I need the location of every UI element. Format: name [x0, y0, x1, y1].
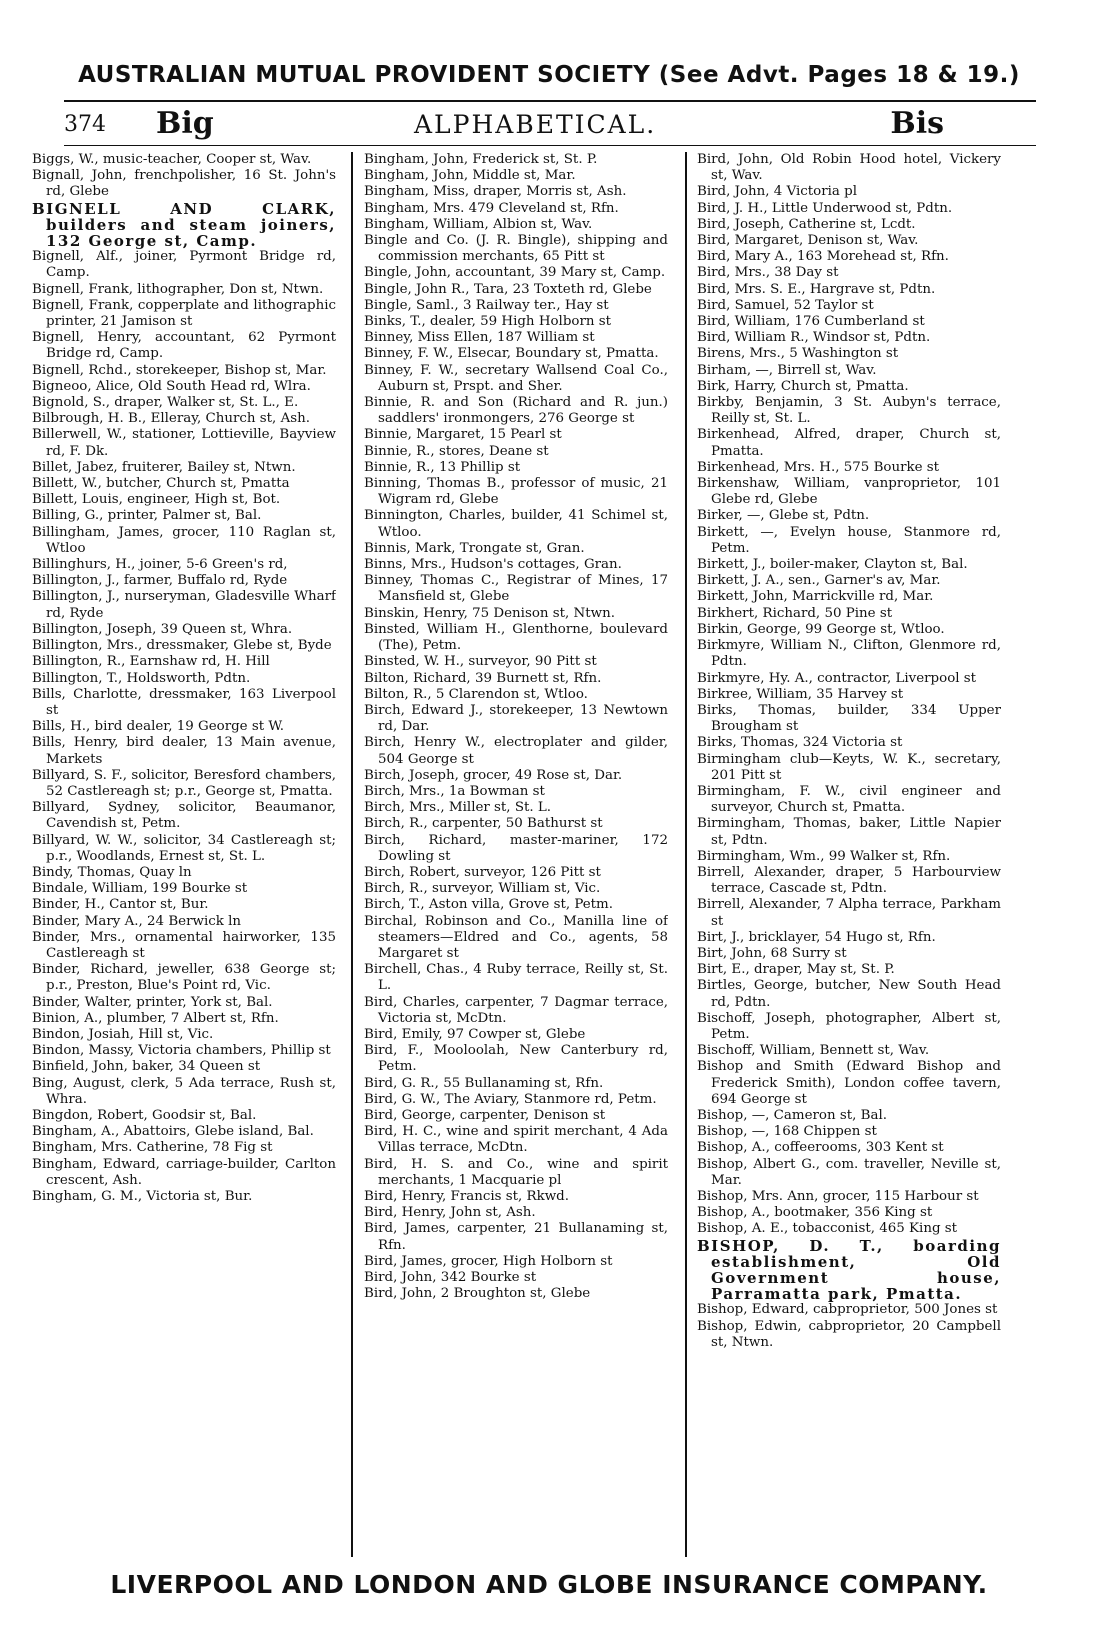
right-guide-word: Bis [890, 106, 944, 141]
directory-entry: Binfield, John, baker, 34 Queen st [32, 1059, 261, 1075]
directory-entry: Bird, William R., Windsor st, Pdtn. [697, 330, 931, 346]
directory-entry: Binder, H., Cantor st, Bur. [32, 897, 209, 913]
directory-entry: Bishop, A., coffeerooms, 303 Kent st [697, 1140, 944, 1156]
page-heading [64, 106, 1036, 146]
directory-entry: Birch, T., Aston villa, Grove st, Petm. [364, 897, 614, 913]
directory-entry: Bignold, S., draper, Walker st, St. L., E. [32, 395, 299, 411]
directory-entry: Billett, W., butcher, Church st, Pmatta [32, 476, 290, 492]
directory-entry: Billington, R., Earnshaw rd, H. Hill [32, 654, 270, 670]
directory-entry: Birkin, George, 99 George st, Wtloo. [697, 621, 945, 637]
directory-entry: Binder, Walter, printer, York st, Bal. [32, 994, 273, 1010]
directory-column-2 [364, 152, 668, 1557]
directory-entry: Bingham, A., Abattoirs, Glebe island, Bal. [32, 1124, 314, 1140]
directory-entry: Bishop, A., bootmaker, 356 King st [697, 1205, 933, 1221]
page-title: ALPHABETICAL. [414, 110, 657, 139]
directory-entry: BISHOP, D. T., boarding establishment, Old Government house, Parramatta park, Pmatta. [697, 1236, 1001, 1304]
directory-entry: Billington, J., nurseryman, Gladesville Wharf rd, Ryde [32, 589, 336, 621]
directory-entry: Birkenhead, Mrs. H., 575 Bourke st [697, 459, 940, 475]
directory-entry: Binion, A., plumber, 7 Albert st, Rfn. [32, 1010, 279, 1026]
directory-entry: Bird, G. W., The Aviary, Stanmore rd, Petm. [364, 1091, 657, 1107]
directory-entry: Bird, James, carpenter, 21 Bullanaming st, Rfn. [364, 1221, 668, 1253]
directory-entry: Birchell, Chas., 4 Ruby terrace, Reilly st, St. L. [364, 962, 668, 994]
column-divider [351, 152, 353, 1557]
directory-entry: Binnie, Margaret, 15 Pearl st [364, 427, 562, 443]
directory-entry: Bird, Mrs., 38 Day st [697, 265, 839, 281]
directory-entry: Bird, Mrs. S. E., Hargrave st, Pdtn. [697, 281, 936, 297]
directory-column-3 [697, 152, 1001, 1557]
directory-entry: Birkenshaw, William, vanproprietor, 101 Glebe rd, Glebe [697, 476, 1001, 508]
directory-entry: Bishop, —, Cameron st, Bal. [697, 1107, 887, 1123]
directory-entry: Bingdon, Robert, Goodsir st, Bal. [32, 1107, 257, 1123]
column-divider [685, 152, 687, 1557]
directory-entry: Billinghurs, H., joiner, 5-6 Green's rd, [32, 557, 288, 573]
directory-entry: Birkett, —, Evelyn house, Stanmore rd, Petm. [697, 524, 1001, 556]
directory-entry: Birch, Joseph, grocer, 49 Rose st, Dar. [364, 767, 623, 783]
directory-entry: Billyard, W. W., solicitor, 34 Castlereagh st; p.r., Woodlands, Ernest st, St. L. [32, 832, 336, 864]
directory-entry: Bingle and Co. (J. R. Bingle), shipping and commission merchants, 65 Pitt st [364, 233, 668, 265]
directory-entry: Birch, R., carpenter, 50 Bathurst st [364, 816, 603, 832]
left-guide-word: Big [156, 106, 214, 141]
directory-entry: Bischoff, William, Bennett st, Wav. [697, 1043, 930, 1059]
directory-entry: Bird, John, 342 Bourke st [364, 1270, 537, 1286]
footer-advertisement: LIVERPOOL AND LONDON AND GLOBE INSURANCE COMPANY. [110, 1570, 988, 1599]
directory-entry: Billyard, S. F., solicitor, Beresford chambers, 52 Castlereagh st; p.r., George st, Pmatta. [32, 767, 336, 799]
directory-entry: Birks, Thomas, builder, 334 Upper Brougham st [697, 702, 1001, 735]
directory-entry: Bingham, Miss, draper, Morris st, Ash. [364, 184, 627, 200]
directory-entry: Bingham, John, Frederick st, St. P. [364, 152, 598, 167]
directory-entry: Bishop, Edwin, cabproprietor, 20 Campbell st, Ntwn. [697, 1318, 1001, 1350]
directory-entry: Billington, J., farmer, Buffalo rd, Ryde [32, 573, 288, 589]
directory-entry: Binsted, William H., Glenthorne, boulevard (The), Petm. [364, 621, 668, 654]
directory-entry: Binks, T., dealer, 59 High Holborn st [364, 314, 612, 330]
directory-entry: Bindon, Josiah, Hill st, Vic. [32, 1026, 214, 1042]
directory-entry: Bird, Emily, 97 Cowper st, Glebe [364, 1026, 586, 1042]
directory-entry: Bingham, William, Albion st, Wav. [364, 216, 593, 232]
directory-entry: Biggs, W., music-teacher, Cooper st, Wav. [32, 152, 312, 167]
directory-entry: Bindale, William, 199 Bourke st [32, 881, 248, 897]
directory-entry: Binder, Mary A., 24 Berwick ln [32, 913, 242, 929]
directory-entry: Binney, F. W., Elsecar, Boundary st, Pmatta. [364, 346, 659, 362]
directory-entry: Binder, Mrs., ornamental hairworker, 135 Castlereagh st [32, 929, 336, 961]
directory-entry: Bingle, John R., Tara, 23 Toxteth rd, Glebe [364, 281, 652, 297]
directory-entry: Bingham, John, Middle st, Mar. [364, 168, 576, 184]
directory-entry: Bignell, Alf., joiner, Pyrmont Bridge rd, Camp. [32, 249, 336, 281]
directory-entry: Billet, Jabez, fruiterer, Bailey st, Ntwn. [32, 459, 296, 475]
directory-entry: Binskin, Henry, 75 Denison st, Ntwn. [364, 605, 615, 621]
directory-entry: Billyard, Sydney, solicitor, Beaumanor, Cavendish st, Petm. [32, 800, 336, 832]
directory-entry: Birch, Richard, master-mariner, 172 Dowling st [364, 832, 668, 864]
directory-entry: Bignell, Frank, lithographer, Don st, Ntwn. [32, 281, 324, 297]
header-rule [64, 100, 1036, 102]
page-number: 374 [64, 112, 106, 137]
directory-entry: Birkmyre, Hy. A., contractor, Liverpool st [697, 670, 977, 686]
directory-entry: Bird, F., Mooloolah, New Canterbury rd, Petm. [364, 1043, 668, 1075]
directory-entry: Bingham, Edward, carriage-builder, Carlton crescent, Ash. [32, 1156, 336, 1188]
directory-entry: Birch, R., surveyor, William st, Vic. [364, 881, 601, 897]
directory-entry: Bills, Henry, bird dealer, 13 Main avenue, Markets [32, 735, 336, 767]
directory-entry: Bingham, Mrs. Catherine, 78 Fig st [32, 1140, 273, 1156]
directory-entry: Bishop, —, 168 Chippen st [697, 1124, 877, 1140]
directory-entry: Birkett, John, Marrickville rd, Mar. [697, 589, 934, 605]
directory-entry: Binney, F. W., secretary Wallsend Coal Co., Auburn st, Prspt. and Sher. [364, 362, 668, 394]
directory-entry: Binnie, R., stores, Deane st [364, 443, 549, 459]
directory-entry: Billington, Joseph, 39 Queen st, Whra. [32, 621, 293, 637]
directory-entry: Birmingham club—Keyts, W. K., secretary, 201 Pitt st [697, 751, 1001, 783]
directory-entry: Bishop, Mrs. Ann, grocer, 115 Harbour st [697, 1189, 979, 1204]
directory-entry: Bignall, John, frenchpolisher, 16 St. John's rd, Glebe [32, 168, 336, 200]
directory-entry: Bishop, Albert G., com. traveller, Neville st, Mar. [697, 1156, 1001, 1188]
directory-entry: Bird, Joseph, Catherine st, Lcdt. [697, 216, 916, 232]
directory-entry: Binns, Mrs., Hudson's cottages, Gran. [364, 557, 622, 573]
directory-entry: Bird, Charles, carpenter, 7 Dagmar terrace, Victoria st, McDtn. [364, 994, 668, 1026]
directory-entry: Bird, John, 2 Broughton st, Glebe [364, 1286, 591, 1302]
directory-entry: Birmingham, Wm., 99 Walker st, Rfn. [697, 848, 951, 864]
directory-entry: Bird, Henry, John st, Ash. [364, 1205, 536, 1221]
directory-entry: Birham, —, Birrell st, Wav. [697, 362, 877, 378]
directory-entry: Binsted, W. H., surveyor, 90 Pitt st [364, 654, 597, 670]
directory-column-1 [32, 152, 336, 1557]
directory-entry: Bilton, R., 5 Clarendon st, Wtloo. [364, 686, 588, 702]
directory-entry: Bird, Mary A., 163 Morehead st, Rfn. [697, 249, 949, 265]
directory-entry: Birkmyre, William N., Clifton, Glenmore rd, Pdtn. [697, 638, 1001, 670]
directory-entry: Birkree, William, 35 Harvey st [697, 686, 904, 702]
directory-entry: Bird, Samuel, 52 Taylor st [697, 297, 874, 313]
directory-entry: Birmingham, F. W., civil engineer and surveyor, Church st, Pmatta. [697, 783, 1001, 816]
directory-entry: Birmingham, Thomas, baker, Little Napier st, Pdtn. [697, 816, 1001, 848]
directory-entry: Bischoff, Joseph, photographer, Albert st, Petm. [697, 1010, 1001, 1042]
directory-entry: Birkhert, Richard, 50 Pine st [697, 605, 893, 621]
directory-entry: Billington, Mrs., dressmaker, Glebe st, Byde [32, 638, 332, 654]
directory-entry: Binnie, R., 13 Phillip st [364, 459, 521, 475]
directory-entry: Birkenhead, Alfred, draper, Church st, Pmatta. [697, 427, 1001, 459]
directory-entry: Birch, Henry W., electroplater and gilder, 504 George st [364, 735, 668, 767]
directory-entry: Billett, Louis, engineer, High st, Bot. [32, 492, 281, 508]
directory-entry: Bishop, A. E., tobacconist, 465 King st [697, 1221, 958, 1237]
heading-rule [64, 145, 1036, 146]
directory-entry: Binnie, R. and Son (Richard and R. jun.) saddlers' ironmongers, 276 George st [364, 395, 668, 427]
directory-entry: Binder, Richard, jeweller, 638 George st; p.r., Preston, Blue's Point rd, Vic. [32, 962, 336, 994]
directory-entry: Bilton, Richard, 39 Burnett st, Rfn. [364, 670, 602, 686]
directory-entry: Birt, John, 68 Surry st [697, 945, 847, 961]
directory-entry: Birkett, J., boiler-maker, Clayton st, Bal. [697, 557, 968, 573]
directory-entry: Birens, Mrs., 5 Washington st [697, 346, 899, 362]
directory-entry: Bingham, Mrs. 479 Cleveland st, Rfn. [364, 200, 619, 216]
directory-entry: Birch, Robert, surveyor, 126 Pitt st [364, 864, 601, 880]
directory-entry: Bingle, Saml., 3 Railway ter., Hay st [364, 297, 609, 313]
directory-entry: Bindy, Thomas, Quay ln [32, 864, 192, 880]
directory-entry: Birch, Mrs., Miller st, St. L. [364, 800, 552, 816]
directory-entry: Bills, H., bird dealer, 19 George st W. [32, 719, 285, 735]
directory-entry: Bills, Charlotte, dressmaker, 163 Liverpool st [32, 686, 336, 718]
directory-entry: Bird, James, grocer, High Holborn st [364, 1253, 613, 1269]
directory-entry: Bird, Henry, Francis st, Rkwd. [364, 1189, 569, 1204]
directory-entry: Bigneoo, Alice, Old South Head rd, Wlra. [32, 378, 311, 394]
directory-entry: BIGNELL AND CLARK, builders and steam joiners, 132 George st, Camp. [32, 199, 336, 251]
directory-entry: Bird, John, 4 Victoria pl [697, 184, 858, 200]
directory-entry: Binning, Thomas B., professor of music, 21 Wigram rd, Glebe [364, 476, 668, 508]
directory-entry: Birkett, J. A., sen., Garner's av, Mar. [697, 573, 941, 589]
directory-entry: Binney, Miss Ellen, 187 William st [364, 330, 595, 346]
directory-entry: Bird, John, Old Robin Hood hotel, Vickery st, Wav. [697, 152, 1001, 184]
directory-entry: Bird, G. R., 55 Bullanaming st, Rfn. [364, 1075, 604, 1091]
directory-entry: Bindon, Massy, Victoria chambers, Phillip st [32, 1043, 331, 1059]
directory-entry: Bingle, John, accountant, 39 Mary st, Camp. [364, 265, 666, 281]
directory-entry: Birchal, Robinson and Co., Manilla line of steamers—Eldred and Co., agents, 58 Margaret st [364, 913, 668, 961]
directory-entry: Bird, Margaret, Denison st, Wav. [697, 233, 919, 249]
directory-entry: Birker, —, Glebe st, Pdtn. [697, 508, 870, 524]
directory-entry: Bird, George, carpenter, Denison st [364, 1107, 606, 1123]
directory-entry: Birrell, Alexander, draper, 5 Harbourview terrace, Cascade st, Pdtn. [697, 864, 1001, 897]
directory-entry: Billerwell, W., stationer, Lottieville, Bayview rd, F. Dk. [32, 427, 336, 459]
directory-entry: Bird, J. H., Little Underwood st, Pdtn. [697, 200, 953, 216]
header-advertisement: AUSTRALIAN MUTUAL PROVIDENT SOCIETY (See Advt. Pages 18 & 19.) [78, 62, 1020, 88]
directory-entry: Billington, T., Holdsworth, Pdtn. [32, 670, 251, 686]
directory-entry: Birkby, Benjamin, 3 St. Aubyn's terrace, Reilly st, St. L. [697, 395, 1001, 427]
directory-entry: Birk, Harry, Church st, Pmatta. [697, 378, 909, 394]
directory-entry: Billingham, James, grocer, 110 Raglan st, Wtloo [32, 524, 336, 556]
directory-entry: Binnis, Mark, Trongate st, Gran. [364, 540, 585, 556]
directory-entry: Birch, Edward J., storekeeper, 13 Newtown rd, Dar. [364, 702, 668, 735]
directory-entry: Birch, Mrs., 1a Bowman st [364, 783, 545, 799]
directory-entry: Bignell, Henry, accountant, 62 Pyrmont Bridge rd, Camp. [32, 330, 336, 362]
directory-entry: Birtles, George, butcher, New South Head rd, Pdtn. [697, 978, 1001, 1010]
directory-entry: Binnington, Charles, builder, 41 Schimel st, Wtloo. [364, 508, 668, 540]
directory-entry: Bignell, Frank, copperplate and lithographic printer, 21 Jamison st [32, 297, 336, 330]
directory-entry: Bird, H. C., wine and spirit merchant, 4 Ada Villas terrace, McDtn. [364, 1124, 668, 1156]
directory-entry: Bilbrough, H. B., Elleray, Church st, Ash. [32, 411, 310, 427]
directory-entry: Birks, Thomas, 324 Victoria st [697, 735, 903, 751]
directory-entry: Bing, August, clerk, 5 Ada terrace, Rush st, Whra. [32, 1075, 336, 1107]
directory-entry: Bingham, G. M., Victoria st, Bur. [32, 1189, 253, 1204]
directory-entry: Bird, William, 176 Cumberland st [697, 314, 925, 330]
directory-entry: Birt, E., draper, May st, St. P. [697, 962, 895, 978]
directory-entry: Bishop and Smith (Edward Bishop and Frederick Smith), London coffee tavern, 694 George st [697, 1059, 1001, 1107]
directory-entry: Bishop, Edward, cabproprietor, 500 Jones st [697, 1302, 998, 1318]
directory-entry: Binney, Thomas C., Registrar of Mines, 17 Mansfield st, Glebe [364, 573, 668, 605]
directory-entry: Billing, G., printer, Palmer st, Bal. [32, 508, 262, 524]
directory-entry: Bignell, Rchd., storekeeper, Bishop st, Mar. [32, 362, 327, 378]
directory-entry: Bird, H. S. and Co., wine and spirit merchants, 1 Macquarie pl [364, 1156, 668, 1188]
directory-entry: Birrell, Alexander, 7 Alpha terrace, Parkham st [697, 897, 1001, 929]
directory-entry: Birt, J., bricklayer, 54 Hugo st, Rfn. [697, 929, 936, 945]
